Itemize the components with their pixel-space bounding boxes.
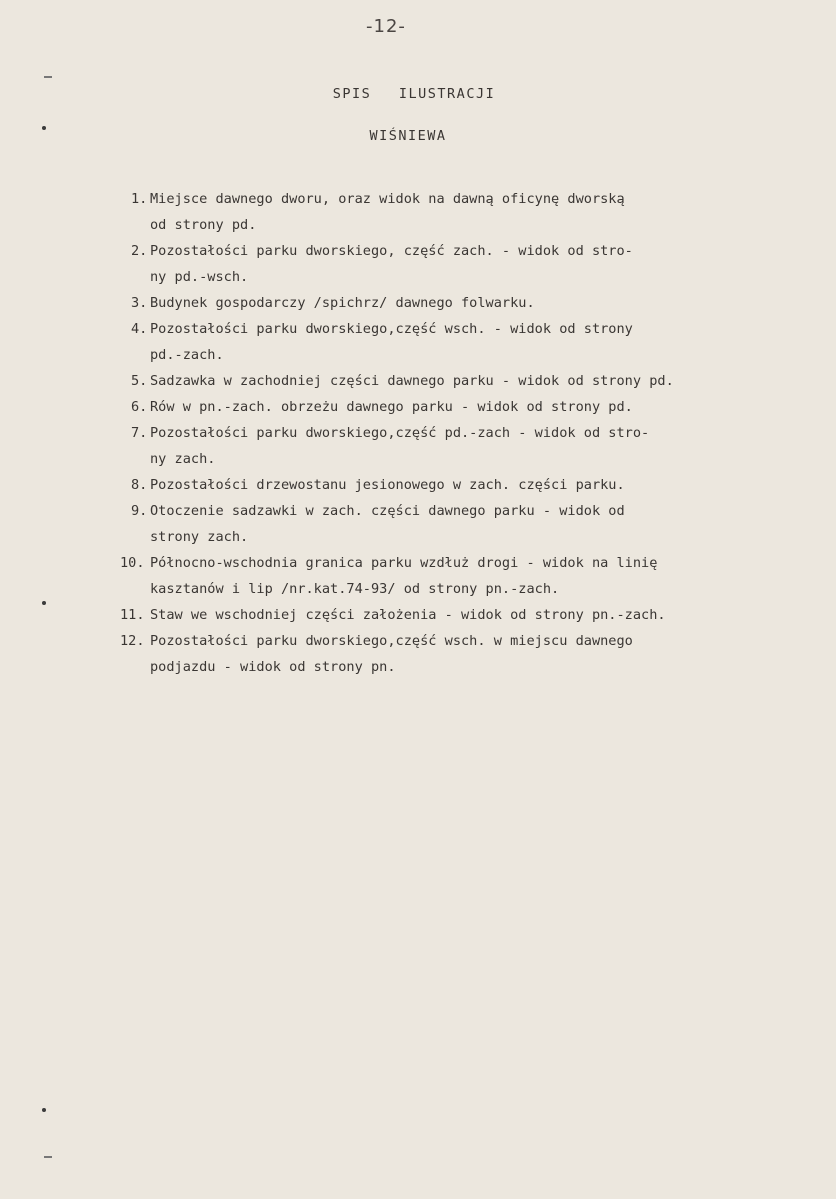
list-item <box>131 420 811 472</box>
list-item <box>131 368 811 394</box>
list-item <box>131 290 811 316</box>
list-item <box>120 550 811 602</box>
list-item-text-line: pd.-zach. <box>150 347 224 363</box>
page-number: -12- <box>366 16 406 37</box>
list-item-text-line: Sadzawka w zachodniej części dawnego parku - widok od strony pd. <box>150 373 674 389</box>
list-item <box>131 186 811 238</box>
list-item-number: 4. <box>131 321 148 337</box>
list-item-text-line: Pozostałości parku dworskiego,część wsch. w miejscu dawnego <box>150 633 633 649</box>
list-item-text-line: Miejsce dawnego dworu, oraz widok na dawną oficynę dworską <box>150 191 625 207</box>
list-item-text-line: ny pd.-wsch. <box>150 269 249 285</box>
list-item <box>131 472 811 498</box>
list-item-text-line: ny zach. <box>150 451 216 467</box>
list-item-number: 7. <box>131 425 148 441</box>
list-item-text-line: Pozostałości parku dworskiego,część wsch. - widok od strony <box>150 321 633 337</box>
list-item-text-line: Pozostałości drzewostanu jesionowego w zach. części parku. <box>150 477 625 493</box>
scan-mark <box>44 76 52 78</box>
list-item-number: 11. <box>120 607 145 623</box>
list-item-number: 3. <box>131 295 148 311</box>
list-item <box>120 602 811 628</box>
list-item <box>131 238 811 290</box>
list-item-number: 12. <box>120 633 145 649</box>
punch-hole-mark <box>42 126 46 130</box>
list-item <box>131 394 811 420</box>
list-item-number: 5. <box>131 373 148 389</box>
list-item-text-line: od strony pd. <box>150 217 257 233</box>
list-item <box>131 316 811 368</box>
list-item-text-line: Pozostałości parku dworskiego, część zach. - widok od stro- <box>150 243 633 259</box>
list-item-number: 1. <box>131 191 148 207</box>
document-title: SPIS ILUSTRACJI <box>332 86 496 102</box>
scan-mark <box>44 1156 52 1158</box>
document-subtitle: WIŚNIEWA <box>369 128 447 144</box>
punch-hole-mark <box>42 601 46 605</box>
list-item-number: 8. <box>131 477 148 493</box>
list-item-text-line: Rów w pn.-zach. obrzeżu dawnego parku - widok od strony pd. <box>150 399 633 415</box>
list-item-number: 9. <box>131 503 148 519</box>
list-item-text-line: kasztanów i lip /nr.kat.74-93/ od strony pn.-zach. <box>150 581 560 597</box>
list-item-text-line: Otoczenie sadzawki w zach. części dawnego parku - widok od <box>150 503 625 519</box>
list-item-text-line: Budynek gospodarczy /spichrz/ dawnego folwarku. <box>150 295 535 311</box>
illustration-list <box>120 186 811 680</box>
punch-hole-mark <box>42 1108 46 1112</box>
list-item-text-line: Staw we wschodniej części założenia - widok od strony pn.-zach. <box>150 607 666 623</box>
list-item-text-line: strony zach. <box>150 529 249 545</box>
list-item <box>131 498 811 550</box>
list-item-text-line: podjazdu - widok od strony pn. <box>150 659 396 675</box>
list-item-text-line: Północno-wschodnia granica parku wzdłuż drogi - widok na linię <box>150 555 658 571</box>
list-item <box>120 628 811 680</box>
list-item-number: 10. <box>120 555 145 571</box>
list-item-number: 6. <box>131 399 148 415</box>
list-item-text-line: Pozostałości parku dworskiego,część pd.-zach - widok od stro- <box>150 425 650 441</box>
list-item-number: 2. <box>131 243 148 259</box>
